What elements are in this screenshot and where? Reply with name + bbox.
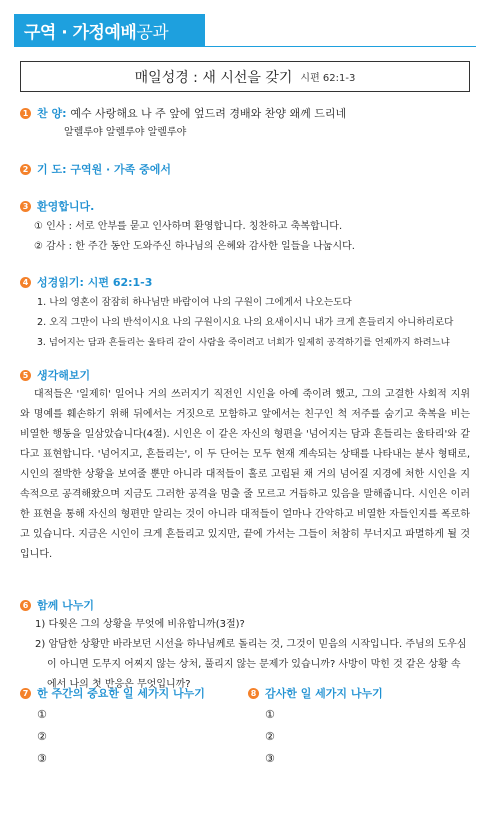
verse-line: 3. 넘어지는 담과 흔들리는 울타리 같이 사람을 죽이려고 너희가 일제히 공격하기를 언제까지 하려느냐 (37, 337, 450, 348)
blank-item-marker: ③ (265, 752, 275, 765)
blank-item-marker: ① (265, 708, 275, 721)
sharing-title: 함께 나누기 (37, 599, 94, 612)
page-title: 매일성경 : 새 시선을 갖기 (134, 69, 293, 86)
thanks-title: 감사한 일 세가지 나누기 (265, 687, 383, 700)
header-rule (14, 46, 476, 47)
header-title-light: 공과 (136, 22, 169, 43)
section-number-badge: 5 (20, 370, 31, 381)
welcome-item: ① 인사 : 서로 안부를 묻고 인사하며 환영합니다. 칭찬하고 축복합니다. (34, 221, 343, 232)
welcome-title: 환영합니다. (37, 200, 95, 213)
prayer-label: 기 도: (37, 163, 71, 176)
sharing-question: 1) 다윗은 그의 상황을 무엇에 비유합니까(3절)? (35, 619, 245, 630)
section-number-badge: 2 (20, 164, 31, 175)
blank-item-marker: ② (37, 730, 47, 743)
sharing-question: 2) 암담한 상황만 바라보던 시선을 하나님께로 돌리는 것, 그것이 믿음의 시작입니다. 주님의 도우심이 아니면 도무지 어찌지 않는 상처, 풀리지 않는 문제가 있습니까? 사방이 막힌 것 같은 상황 속에서 나의 첫 반응은 무엇입니까? (35, 639, 467, 690)
praise-text: 예수 사랑해요 나 주 앞에 엎드려 경배와 찬양 왜께 드리네 (70, 107, 347, 120)
header-title-bold: 구역 · 가정예배 (24, 22, 137, 43)
praise-line2: 알렐루야 알렐루야 알렐루야 (64, 127, 187, 138)
title-box (20, 61, 470, 92)
section-thanks (248, 686, 470, 770)
verse-line: 2. 오직 그만이 나의 반석이시요 나의 구원이시요 나의 요새이시니 내가 크게 흔들리지 아니하리로다 (37, 317, 454, 328)
reflection-body: 대적들은 '일제히' 일어나 거의 쓰러지기 직전인 시인을 아예 죽이려 했고, 그의 고결한 사회적 지위와 명예를 훼손하기 위해 뒤에서는 거짓으로 모함하고 앞에서는 친구인 척 저주를 숨기고 축복을 비는 비열한 행동을 일삼았습니다(4절). 시인은 이 같은 자신의 형편을 '넘어지는 담과 흔들리는 울타리'와 같다고 표현합니다. '넘어지고, 흔들리는', 이 두 단어는 모두 현재 계속되는 상태를 나타내는 분사 형태로, 시인의 절박한 상황을 보여줄 뿐만 아니라 대적들이 홀로 고립된 채 거의 넘어질 지경에 처한 시인을 지속적으로 공격해왔으며 지금도 그러한 공격을 멈출 줄 모르고 거듭하고 있음을 말해줍니다. 시인은 이러한 표현을 통해 자신의 형편만 알리는 것이 아니라 대적들이 얼마나 간악하고 비열한 자들인지를 폭로하고 있습니다. 지금은 시인이 크게 흔들리고 있지만, 끝에 가서는 그들이 처참히 무너지고 파멸하게 될 것입니다. (20, 389, 470, 560)
blank-item-marker: ② (265, 730, 275, 743)
section-number-badge: 3 (20, 201, 31, 212)
verse-line: 1. 나의 영혼이 잠잠히 하나님만 바람이여 나의 구원이 그에게서 나오는도다 (37, 297, 352, 308)
praise-label: 찬 양: (37, 107, 71, 120)
scripture-reference: 시편 62:1-3 (300, 73, 356, 84)
section-reflection (20, 368, 470, 565)
section-welcome (20, 199, 470, 257)
section-number-badge: 6 (20, 600, 31, 611)
header-band (14, 14, 205, 46)
section-weekly-events (20, 686, 240, 770)
prayer-text: 구역원 · 가족 중에서 (70, 163, 171, 176)
reflection-title: 생각해보기 (37, 369, 91, 382)
section-praise (20, 106, 470, 141)
section-number-badge: 7 (20, 688, 31, 699)
section-number-badge: 1 (20, 108, 31, 119)
blank-item-marker: ③ (37, 752, 47, 765)
weekly-events-title: 한 주간의 중요한 일 세가지 나누기 (37, 687, 205, 700)
section-scripture (20, 275, 470, 353)
section-sharing (20, 598, 470, 695)
section-number-badge: 8 (248, 688, 259, 699)
section-number-badge: 4 (20, 277, 31, 288)
scripture-title: 성경읽기: 시편 62:1-3 (37, 276, 153, 289)
section-prayer (20, 162, 470, 178)
blank-item-marker: ① (37, 708, 47, 721)
welcome-item: ② 감사 : 한 주간 동안 도와주신 하나님의 은혜와 감사한 일들을 나눕시다. (34, 241, 355, 252)
